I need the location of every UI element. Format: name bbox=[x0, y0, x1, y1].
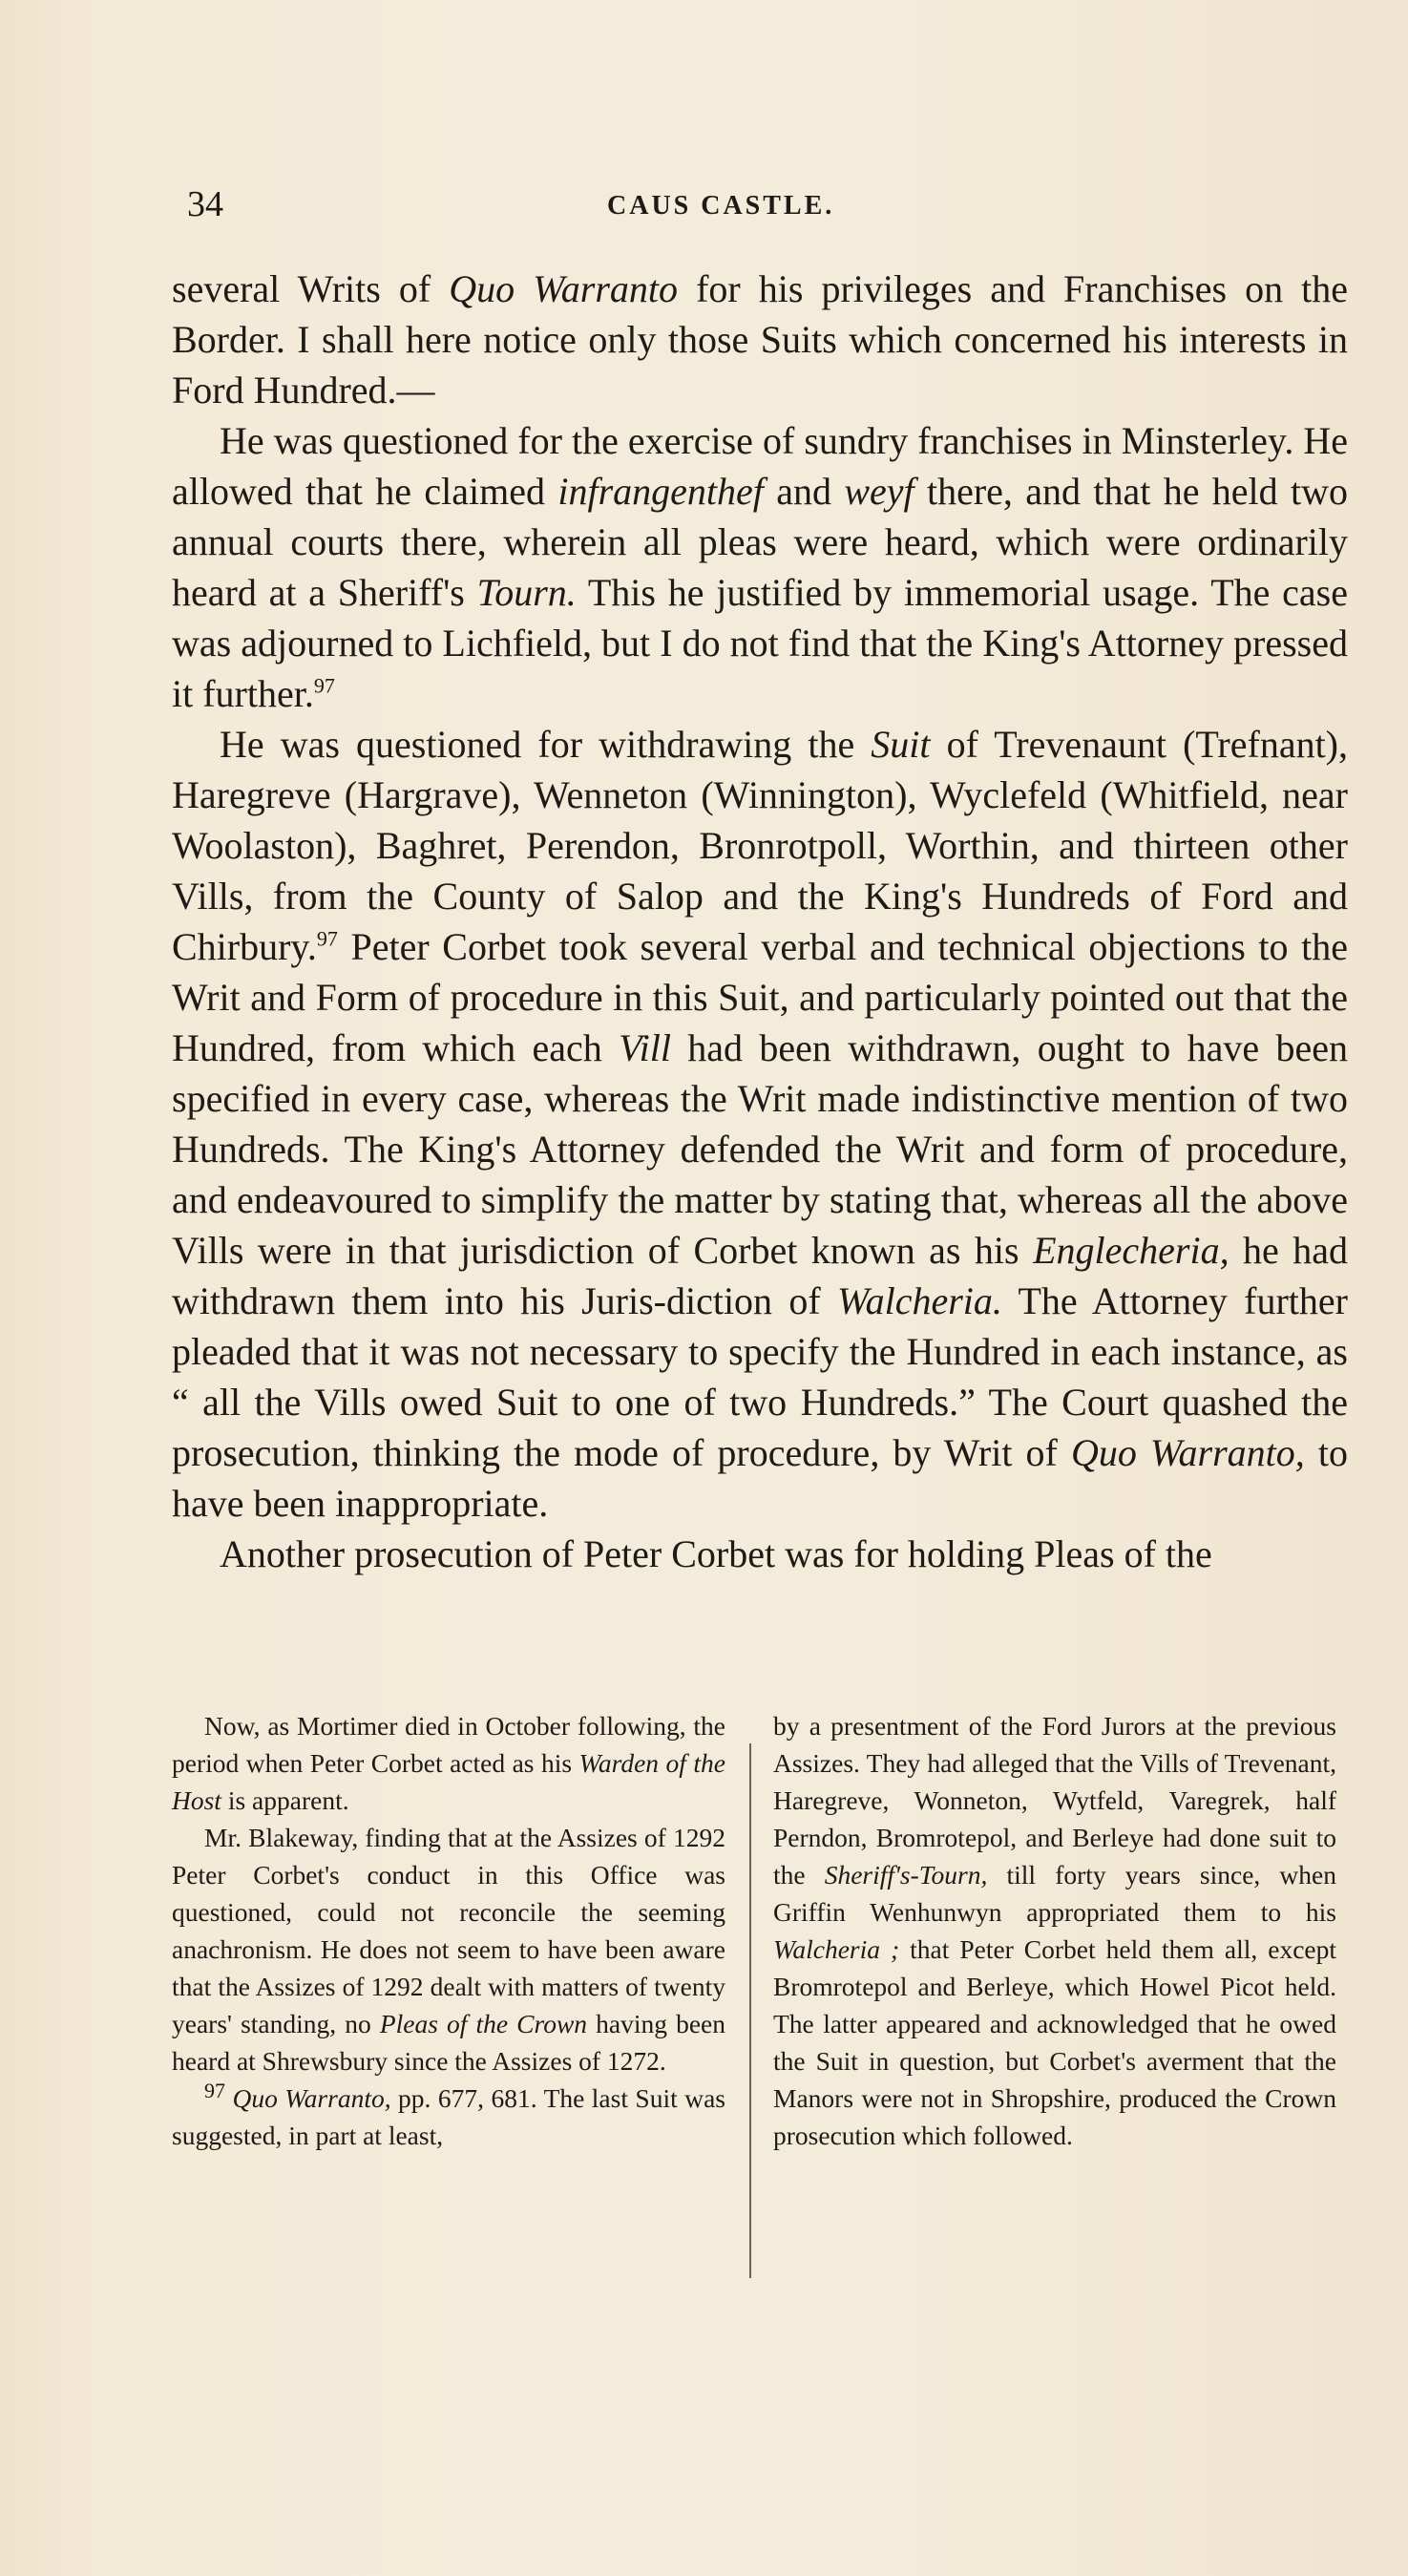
running-head: CAUS CASTLE. bbox=[607, 191, 835, 221]
footnote-97: $^{97}$ Quo Warranto, pp. 677, 681. The last Suit was suggested, in part at least, bbox=[172, 2078, 725, 2150]
footnote-ref: 97 bbox=[313, 673, 335, 698]
column-divider bbox=[749, 1743, 751, 2278]
footnote-number: 97 bbox=[204, 2078, 225, 2102]
paragraph-2: He was questioned for the exercise of sundry franchises in Minsterley. He allowed that he claimed infrangenthef and weyf there, and that he held two annual courts there, wherein all pleas were heard, which were ordinarily heard at a Sheriff's Tourn. This he justified by immemorial usage. The case was adjourned to Lichfield, but I do not find that the King's Attorney pressed it further.$^{97}$ bbox=[172, 419, 1348, 715]
paragraph-1: several Writs of Quo Warranto for his privileges and Franchises on the Border. I shall here notice only those Suits which concerned his interests in Ford Hundred.— bbox=[172, 267, 1348, 412]
footnote-paragraph: by a presentment of the Ford Jurors at the previous Assizes. They had alleged that the Vills of Trevenant, Haregreve, Wonneton, Wytfeld, Varegrek, half Perndon, Bromrotepol, and Berleye had done suit to the Sheriff's-Tourn, till forty years since, when Griffin Wenhunwyn appropriated them to his Walcheria ; that Peter Corbet held them all, except Bromrotepol and Berleye, which Howel Picot held. The latter appeared and acknowledged that he owed the Suit in question, but Corbet's averment that the Manors were not in Shropshire, produced the Crown prosecution which followed. bbox=[773, 1711, 1336, 2150]
footnote-paragraph: Now, as Mortimer died in October following, the period when Peter Corbet acted as his Warden of the Host is apparent. bbox=[172, 1711, 725, 1815]
page-number: 34 bbox=[187, 184, 223, 224]
footnote-column-right bbox=[773, 1707, 1336, 2154]
footnote-column-left bbox=[172, 1707, 725, 2154]
footnote-paragraph: Mr. Blakeway, finding that at the Assizes of 1292 Peter Corbet's conduct in this Office was questioned, could not reconcile the seeming anachronism. He does not seem to have been aware that the Assizes of 1292 dealt with matters of twenty years' standing, no Pleas of the Crown having been heard at Shrewsbury since the Assizes of 1272. bbox=[172, 1823, 726, 2076]
main-text bbox=[172, 264, 1348, 1579]
paragraph-3: He was questioned for withdrawing the Suit of Trevenaunt (Trefnant), Haregreve (Hargrave), Wenneton (Winnington), Wyclefeld (Whitfield, near Woolaston), Baghret, Perendon, Bronrotpoll, Worthin, and thirteen other Vills, from the County of Salop and the King's Hundreds of Ford and Chirbury.$^{97}$ Peter Corbet took several verbal and technical objections to the Writ and Form of procedure in this Suit, and particularly pointed out that the Hundred, from which each Vill had been withdrawn, ought to have been specified in every case, whereas the Writ made indistinctive mention of two Hundreds. The King's Attorney defended the Writ and form of procedure, and endeavoured to simplify the matter by stating that, whereas all the above Vills were in that jurisdiction of Corbet known as his Englecheria, he had withdrawn them into his Juris-diction of Walcheria. The Attorney further pleaded that it was not necessary to specify the Hundred in each instance, as “ all the Vills owed Suit to one of two Hundreds.” The Court quashed the prosecution, thinking the mode of procedure, by Writ of Quo Warranto, to have been inappropriate. bbox=[172, 723, 1349, 1525]
footnote-ref: 97 bbox=[316, 926, 338, 951]
page-header bbox=[187, 183, 1352, 231]
paragraph-4: Another prosecution of Peter Corbet was for holding Pleas of the bbox=[220, 1532, 1212, 1575]
footnotes bbox=[172, 1707, 1348, 2299]
